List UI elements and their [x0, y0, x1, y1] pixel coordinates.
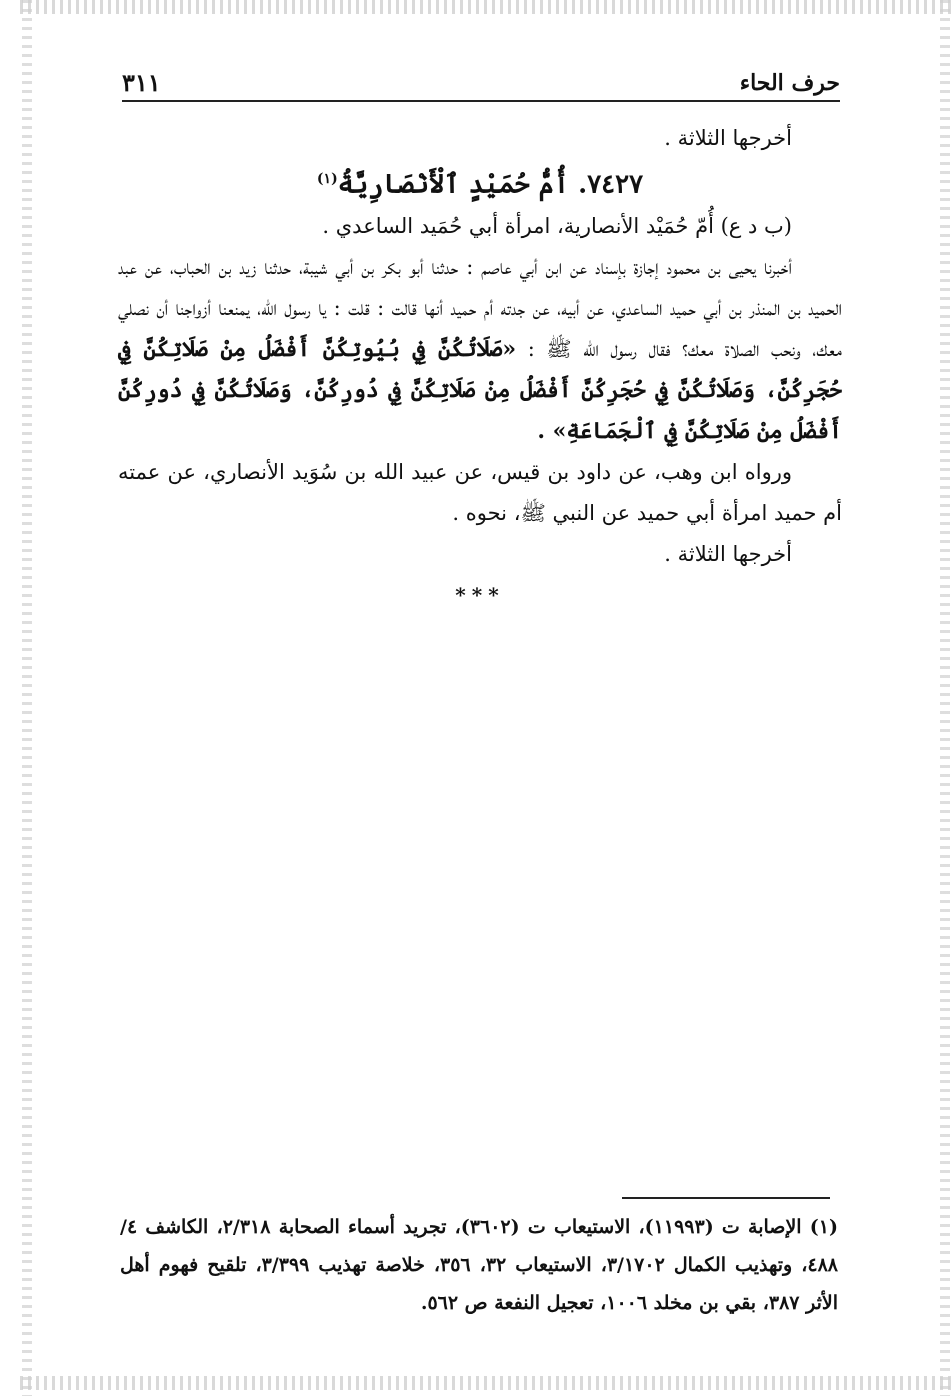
decorative-border-top — [20, 0, 952, 14]
closing-line: أخرجها الثلاثة . — [664, 541, 792, 566]
intro-line: أخرجها الثلاثة . — [664, 126, 792, 150]
entry-number: ٧٤٢٧. — [578, 169, 644, 200]
footnote-divider — [622, 1197, 830, 1199]
paragraph-narration — [118, 247, 842, 452]
paragraph-second-narration: ورواه ابن وهب، عن داود بن قيس، عن عبيد الله بن سُوَيد الأنصاري، عن عمته أم حميد امرأة أبي حميد عن النبي ﷺ، نحوه . — [118, 459, 842, 525]
footnote-marker: (١) — [316, 171, 338, 187]
narration-text: أخبرنا يحيى بن محمود إجازة بإسناد عن ابن أبي عاصم : حدثنا أبو بكر بن أبي شيبة، حدثنا زيد بن الحباب، عن عبد الحميد بن المنذر بن أبي حميد الساعدي، عن أبيه، عن جدته أم حميد أنها قالت : قلت : يا رسول الله، يمنعنا أزواجنا أن نصلي معك، ونحب الصلاة معك؟ فقال رسول الله ﷺ : — [118, 254, 842, 361]
attribution-line: (ب د ع) أُمّ حُمَيْد الأنصارية، امرأة أبي حُمَيد الساعدي . — [322, 213, 792, 238]
decorative-border-left — [22, 0, 32, 1396]
footnote-1: (١) الإصابة ت (١١٩٩٣)، الاستيعاب ت (٣٦٠٢)، تجريد أسماء الصحابة ٢/٣١٨، الكاشف ٤/ ٤٨٨، وتهذيب الكمال ٣/١٧٠٢، الاستيعاب ٣٢، ٣٥٦، خلاصة تهذيب ٣/٣٩٩، تلقيح فهوم أهل الأثر ٣٨٧، بقي بن مخلد ١٠٠٦، تعجيل النفعة ص ٥٦٢. — [120, 1216, 838, 1314]
footnotes — [120, 1208, 838, 1322]
decorative-border-bottom — [20, 1376, 952, 1390]
entry-name: أُمُّ حُمَيْدٍ ٱلْأَنْصَارِيَّةُ — [337, 169, 570, 200]
page-number: ٣١١ — [122, 68, 161, 97]
main-text — [118, 118, 842, 616]
hadith-text: «صَلَاتُكُنَّ فِي بُيُوتِكُنَّ أَفْضَلُ مِنْ صَلَاتِكُنَّ فِي حُجَرِكُنَّ، وَصَلَاتُكُنَّ فِي حُجَرِكُنَّ أَفْضَلُ مِنْ صَلَاتِكُنَّ فِي دُورِكُنَّ، وَصَلَاتُكُنَّ فِي دُورِكُنَّ أَفْضَلُ مِنْ صَلَاتِكُنَّ فِي ٱلْجَمَاعَةِ» . — [118, 335, 842, 444]
decorative-border-right — [940, 0, 950, 1396]
chapter-title: حرف الحاء — [739, 70, 840, 96]
page-header — [122, 66, 840, 102]
entry-heading — [118, 159, 842, 206]
section-separator: *** — [455, 582, 505, 607]
